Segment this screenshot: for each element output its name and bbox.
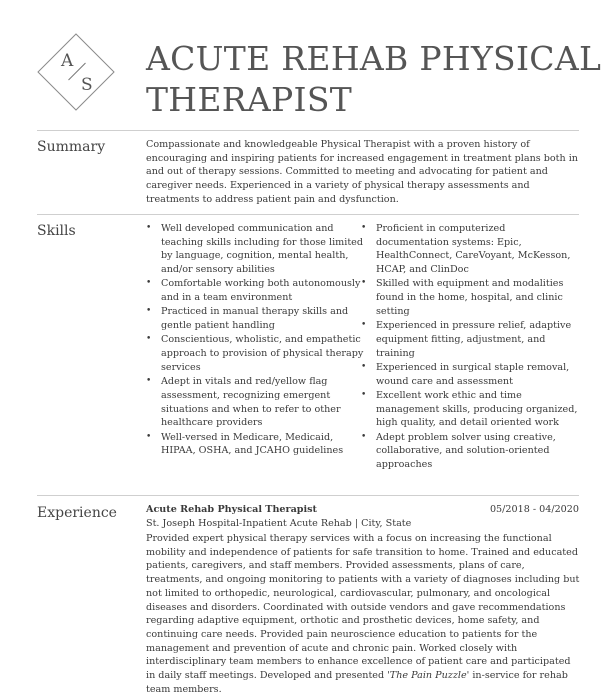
skill-item: • Conscientious, wholistic, and empathetic approach to provision of physical therapy services	[146, 333, 365, 374]
skill-item: • Practiced in manual therapy skills and gentle patient handling	[146, 305, 365, 332]
experience-title: Experience	[37, 505, 117, 521]
monogram	[37, 33, 115, 111]
resume-name: ACUTE REHAB PHYSICAL THERAPIST	[146, 39, 602, 119]
skills-list-right	[361, 222, 581, 472]
skill-item: • Comfortable working both autonomously and in a team environment	[146, 277, 365, 304]
skill-item: • Excellent work ethic and time management skills, producing organized, high quality, and detail oriented work	[361, 389, 581, 430]
skill-item: • Skilled with equipment and modalities found in the home, hospital, and clinic setting	[361, 277, 581, 318]
skill-item: • Well-versed in Medicare, Medicaid, HIPAA, OSHA, and JCAHO guidelines	[146, 431, 365, 458]
summary-text: Compassionate and knowledgeable Physical Therapist with a proven history of encouraging and inspiring patients for increased engagement in treatment plans both in and out of therapy sessions. Committed to meeting and advocating for patient and caregiver needs. Experienced in a variety of physical therapy assessments and treatments to address patient pain and dysfunction.	[146, 139, 578, 205]
skills-list-left	[146, 222, 365, 459]
skill-item: • Experienced in surgical staple removal, wound care and assessment	[361, 361, 581, 388]
skill-item: • Well developed communication and teaching skills including for those limited by language, cognition, mental health, and/or sensory abilities	[146, 222, 365, 277]
skill-item: • Adept problem solver using creative, collaborative, and solution-oriented approaches	[361, 431, 581, 472]
job-description-end: in-service for rehab team members.	[146, 670, 568, 695]
job-company: St. Joseph Hospital-Inpatient Acute Rehab | City, State	[146, 518, 412, 529]
skill-item: • Experienced in pressure relief, adaptive equipment fitting, adjustment, and training	[361, 319, 581, 360]
monogram-last-initial: S	[81, 75, 93, 95]
summary-divider	[37, 130, 579, 131]
job-description-inservice-title: 'The Pain Puzzle'	[387, 670, 470, 682]
monogram-first-initial: A	[61, 51, 74, 71]
job-description	[146, 532, 582, 696]
skill-item: • Adept in vitals and red/yellow flag assessment, recognizing emergent situations and when to refer to other healthcare providers	[146, 375, 365, 430]
skills-divider	[37, 214, 579, 215]
experience-divider	[37, 495, 579, 496]
job-title: Acute Rehab Physical Therapist	[146, 504, 317, 515]
job-description-main: Provided expert physical therapy services with a focus on increasing the functional mobility and independence of patients for safe transition to home. Trained and educated patients, caregivers, and staff members. Provided assessments, plans of care, treatments, and ongoing monitoring to patients with a variety of diagnoses including but not limited to orthopedic, neurological, cardiovascular, pulmonary, and oncological diseases and disorders. Coordinated with outside vendors and gave recommendations regarding adaptive equipment, orthotic and prosthetic devices, home safety, and continuing care needs. Provided pain neuroscience education to patients for the management and prevention of acute and chronic pain. Worked closely with interdisciplinary team members to enhance excellence of patient care and participated in daily staff meetings. Developed and presented	[146, 533, 580, 682]
skills-title: Skills	[37, 223, 76, 239]
job-dates: 05/2018 - 04/2020	[489, 504, 579, 515]
summary-title: Summary	[37, 139, 106, 155]
skill-item: • Proficient in computerized documentation systems: Epic, HealthConnect, CareVoyant, McKesson, HCAP, and ClinDoc	[361, 222, 581, 277]
